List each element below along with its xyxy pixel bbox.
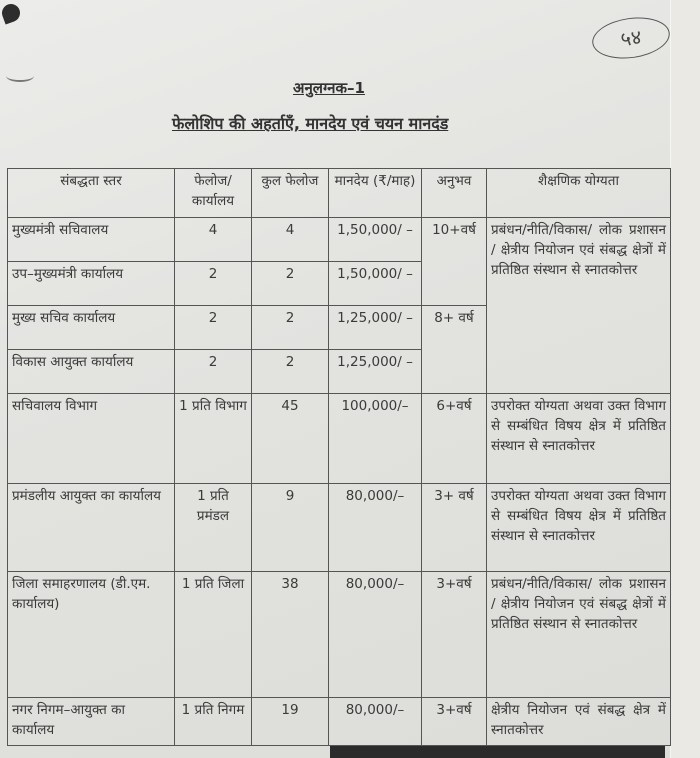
cell-level: मुख्य सचिव कार्यालय xyxy=(8,306,175,350)
cell-level: जिला समाहरणालय (डी.एम. कार्यालय) xyxy=(8,572,175,698)
header-fellows-per-office: फेलोज/ कार्यालय xyxy=(175,169,252,218)
cell-honorarium: 100,000/– xyxy=(329,394,422,484)
cell-qualification: उपरोक्त योग्यता अथवा उक्त विभाग से सम्बंधित विषय क्षेत्र में प्रतिष्ठित संस्थान से स्नातकोत्तर xyxy=(487,484,671,572)
cell-honorarium: 1,25,000/ – xyxy=(329,306,422,350)
cell-total: 4 xyxy=(252,218,329,262)
cell-level: नगर निगम–आयुक्त का कार्यालय xyxy=(8,698,175,746)
table-header-row xyxy=(8,169,671,218)
cell-experience: 3+ वर्ष xyxy=(422,484,487,572)
cell-total: 19 xyxy=(252,698,329,746)
cell-honorarium: 80,000/– xyxy=(329,698,422,746)
cell-experience: 6+वर्ष xyxy=(422,394,487,484)
table-row xyxy=(8,484,671,572)
cell-experience: 8+ वर्ष xyxy=(422,306,487,394)
annex-label: अनुलग्नक–1 xyxy=(293,79,365,97)
table-row xyxy=(8,394,671,484)
scan-shadow xyxy=(330,745,665,758)
table-row xyxy=(8,572,671,698)
cell-per-office: 1 प्रति प्रमंडल xyxy=(175,484,252,572)
table-row xyxy=(8,698,671,746)
cell-per-office: 1 प्रति विभाग xyxy=(175,394,252,484)
cell-qualification: क्षेत्रीय नियोजन एवं संबद्ध क्षेत्र में स्नातकोत्तर xyxy=(487,698,671,746)
cell-honorarium: 1,50,000/ – xyxy=(329,218,422,262)
cell-per-office: 2 xyxy=(175,306,252,350)
cell-experience: 10+वर्ष xyxy=(422,218,487,306)
cell-honorarium: 1,25,000/ – xyxy=(329,350,422,394)
cell-per-office: 1 प्रति निगम xyxy=(175,698,252,746)
cell-honorarium: 80,000/– xyxy=(329,484,422,572)
cell-total: 45 xyxy=(252,394,329,484)
cell-per-office: 4 xyxy=(175,218,252,262)
cell-level: प्रमंडलीय आयुक्त का कार्यालय xyxy=(8,484,175,572)
handwritten-page-number: ५४ xyxy=(590,13,673,63)
cell-honorarium: 80,000/– xyxy=(329,572,422,698)
cell-experience: 3+वर्ष xyxy=(422,572,487,698)
cell-qualification: उपरोक्त योग्यता अथवा उक्त विभाग से सम्बंधित विषय क्षेत्र में प्रतिष्ठित संस्थान से स्नातकोत्तर xyxy=(487,394,671,484)
cell-level: सचिवालय विभाग xyxy=(8,394,175,484)
cell-qualification: प्रबंधन/नीति/विकास/ लोक प्रशासन / क्षेत्रीय नियोजन एवं संबद्ध क्षेत्रों में प्रतिष्ठित संस्थान से स्नातकोत्तर xyxy=(487,572,671,698)
header-honorarium: मानदेय (₹/माह) xyxy=(329,169,422,218)
cell-honorarium: 1,50,000/ – xyxy=(329,262,422,306)
staple-mark xyxy=(6,70,34,82)
cell-per-office: 2 xyxy=(175,350,252,394)
cell-total: 2 xyxy=(252,306,329,350)
cell-total: 2 xyxy=(252,350,329,394)
fellowship-criteria-table xyxy=(7,168,671,746)
document-title: फेलोशिप की अहर्ताएँ, मानदेय एवं चयन मानदंड xyxy=(172,114,449,133)
table-row xyxy=(8,218,671,262)
page-edge xyxy=(670,0,700,758)
cell-per-office: 2 xyxy=(175,262,252,306)
header-qualification: शैक्षणिक योग्यता xyxy=(487,169,671,218)
cell-total: 38 xyxy=(252,572,329,698)
cell-level: विकास आयुक्त कार्यालय xyxy=(8,350,175,394)
header-experience: अनुभव xyxy=(422,169,487,218)
cell-level: उप–मुख्यमंत्री कार्यालय xyxy=(8,262,175,306)
header-total-fellows: कुल फेलोज xyxy=(252,169,329,218)
cell-per-office: 1 प्रति जिला xyxy=(175,572,252,698)
cell-level: मुख्यमंत्री सचिवालय xyxy=(8,218,175,262)
cell-experience: 3+वर्ष xyxy=(422,698,487,746)
cell-total: 9 xyxy=(252,484,329,572)
cell-qualification: प्रबंधन/नीति/विकास/ लोक प्रशासन / क्षेत्रीय नियोजन एवं संबद्ध क्षेत्रों में प्रतिष्ठित संस्थान से स्नातकोत्तर xyxy=(487,218,671,394)
header-level: संबद्धता स्तर xyxy=(8,169,175,218)
cell-total: 2 xyxy=(252,262,329,306)
